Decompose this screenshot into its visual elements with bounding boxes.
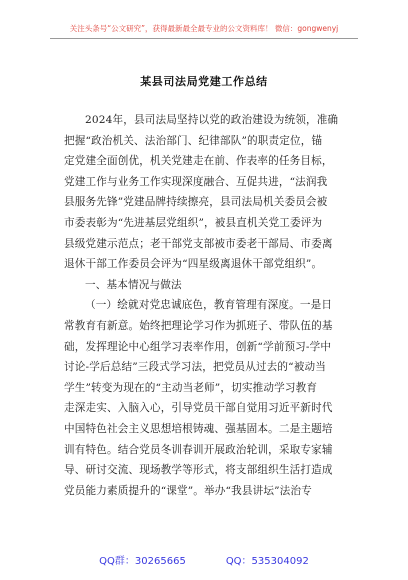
body-line: 学生”转变为现在的“主动当老师”，切实推动学习教育 xyxy=(64,381,318,394)
document-title: 某县司法局党建工作总结 xyxy=(140,75,268,88)
body-line: 中国特色社会主义思想培根铸魂、强基固本。二是主题培 xyxy=(64,422,333,435)
body-line: 走深走实、入脑入心，引导党员干部自觉用习近平新时代 xyxy=(64,402,333,415)
body-line: 把握“政治机关、法治部门、纪律部队”的职责定位，锚 xyxy=(64,134,323,147)
body-line: 常教育有新意。始终把理论学习作为抓班子、带队伍的基 xyxy=(64,319,333,332)
body-line: 市委表彰为“先进基层党组织”，被县直机关党工委评为 xyxy=(64,216,323,229)
body-line: 县级党建示范点；老干部党支部被市委老干部局、市委离 xyxy=(64,237,333,250)
document-body xyxy=(64,110,354,501)
footer-qq-group: QQ群：30265665 xyxy=(99,556,186,567)
body-line: 训有特色。结合党员冬训春训开展政治轮训，采取专家辅 xyxy=(64,443,333,456)
body-line: 党员能力素质提升的“课堂”。举办“我县讲坛”法治专 xyxy=(64,484,312,497)
body-line: 定党建全面创优，机关党建走在前、作表率的任务目标， xyxy=(64,155,333,168)
body-line: 础，发挥理论中心组学习表率作用，创新“学前预习-学中 xyxy=(64,340,332,353)
body-line: （一）绘就对党忠诚底色，教育管理有深度。一是日 xyxy=(85,299,333,312)
page-header xyxy=(0,0,408,40)
footer-qq-contact: QQ：535304092 xyxy=(225,556,309,567)
page-footer xyxy=(0,552,408,567)
body-line: 讨论-学后总结”三段式学习法，把党员从过去的“被动当 xyxy=(64,361,326,374)
header-divider xyxy=(50,38,358,39)
section-heading: 一、基本情况与做法 xyxy=(85,278,182,291)
body-line: 2024年，县司法局坚持以党的政治建设为统领，准确 xyxy=(85,114,339,126)
body-line: 县服务先锋”党建品牌持续擦亮，县司法局机关委员会被 xyxy=(64,196,328,209)
body-line: 退休干部工作委员会评为“四星级离退休干部党组织”。 xyxy=(64,258,323,271)
body-line: 导、研讨交流、现场教学等形式，将支部组织生活打造成 xyxy=(64,464,333,477)
header-notice: 关注头条号“公文研究”，获得最新最全最专业的公文资料库！ 微信：gongwenyj xyxy=(69,24,339,33)
body-line: 党建工作与业务工作实现深度融合、互促共进，“法润我 xyxy=(64,175,328,188)
